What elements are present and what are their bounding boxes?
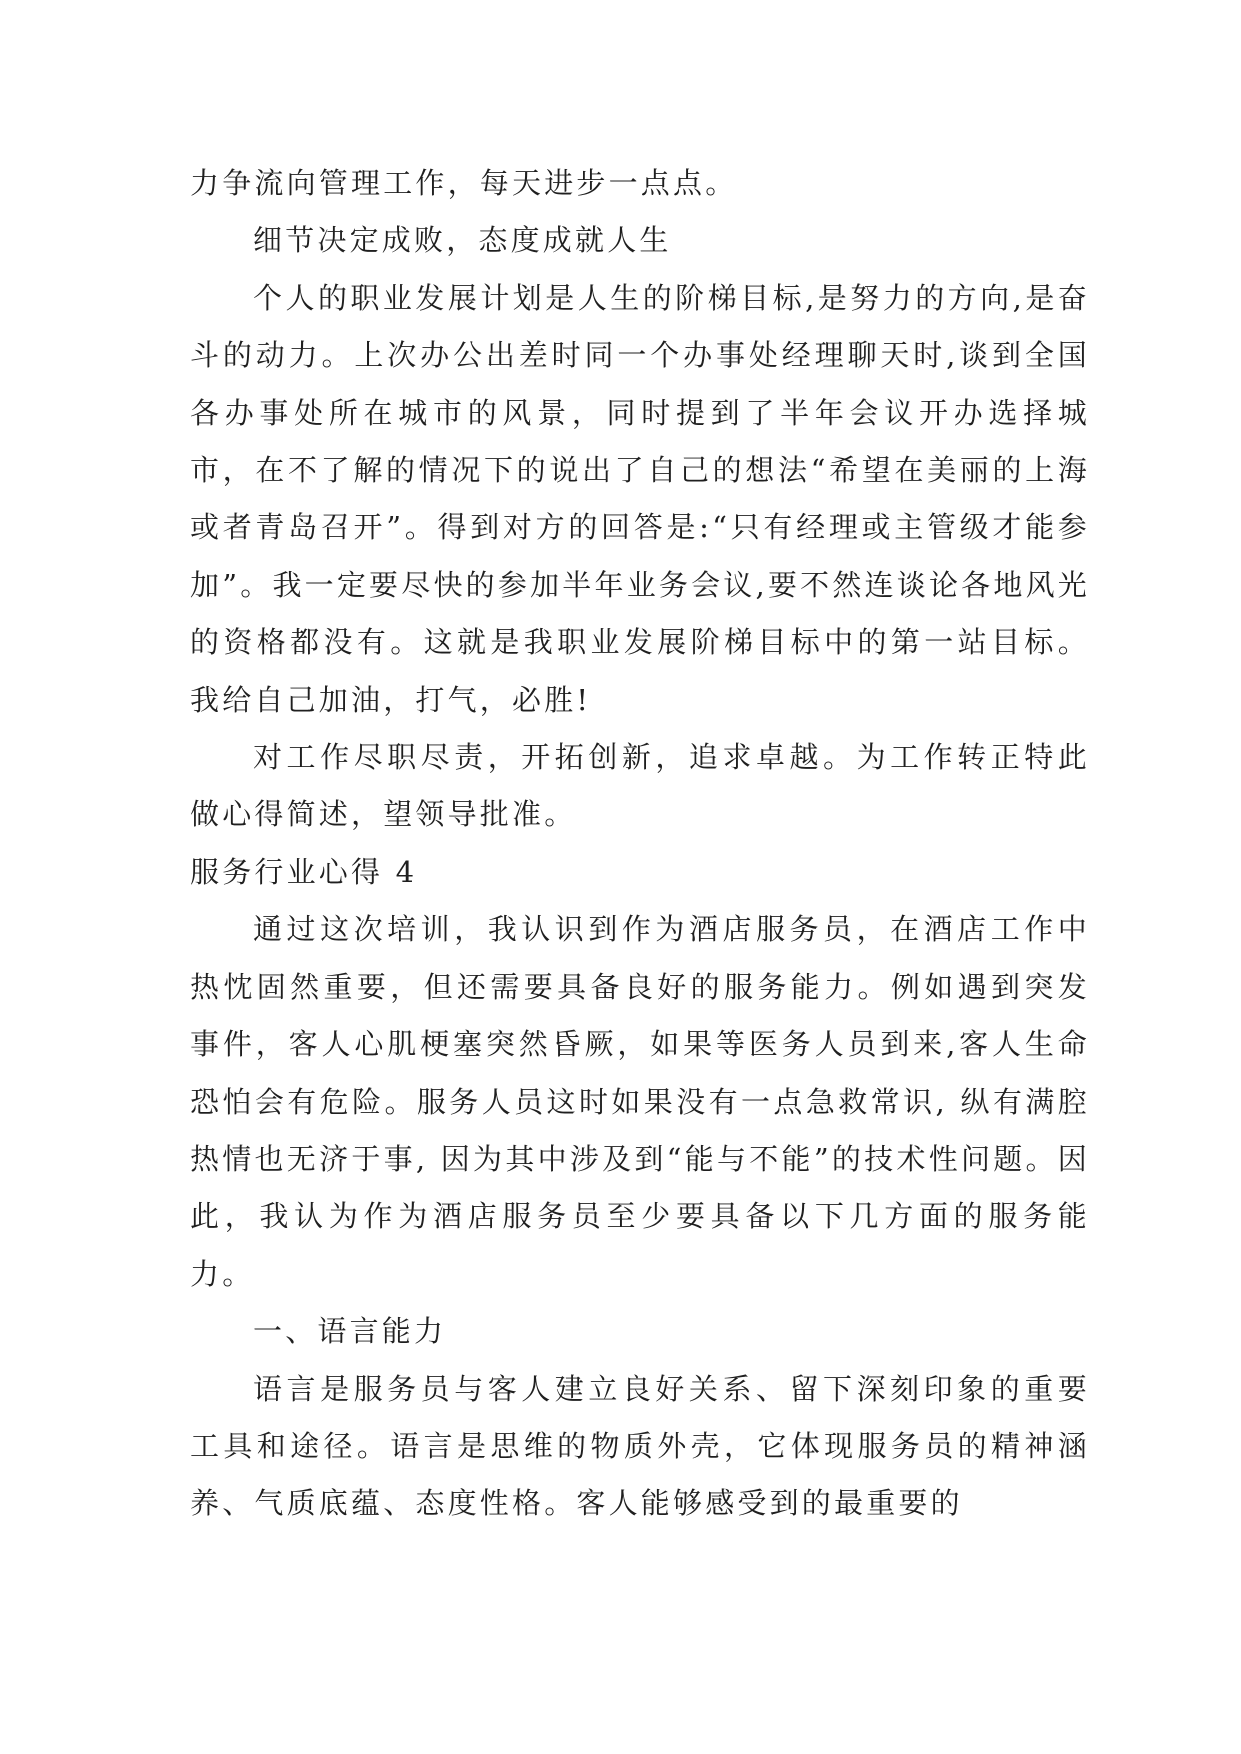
subheading-language-ability: 一、语言能力 (253, 1314, 447, 1349)
paragraph-2: 细节决定成败，态度成就人生 (253, 223, 672, 258)
document-body (190, 155, 1090, 1533)
paragraph-1: 力争流向管理工作，每天进步一点点。 (190, 166, 738, 200)
section-heading: 服务行业心得 4 (190, 854, 418, 889)
paragraph-5: 通过这次培训，我认识到作为酒店服务员，在酒店工作中热忱固然重要，但还需要具备良好的服务能力。例如遇到突发事件，客人心肌梗塞突然昏厥，如果等医务人员到来,客人生命恐怕会有危险。服务人员这时如果没有一点急救常识, 纵有满腔热情也无济于事, 因为其中涉及到“能与不能”的技术性问题。因此，我认为作为酒店服务员至少要具备以下几方面的服务能力。 (190, 912, 1090, 1291)
paragraph-3: 个人的职业发展计划是人生的阶梯目标,是努力的方向,是奋斗的动力。上次办公出差时同一个办事处经理聊天时,谈到全国各办事处所在城市的风景，同时提到了半年会议开办选择城市，在不了解的情况下的说出了自己的想法“希望在美丽的上海或者青岛召开”。得到对方的回答是:“只有经理或主管级才能参加”。我一定要尽快的参加半年业务会议,要不然连谈论各地风光的资格都没有。这就是我职业发展阶梯目标中的第一站目标。我给自己加油，打气，必胜! (190, 280, 1090, 717)
paragraph-4: 对工作尽职尽责，开拓创新，追求卓越。为工作转正特此做心得简述，望领导批准。 (190, 740, 1090, 832)
paragraph-6: 语言是服务员与客人建立良好关系、留下深刻印象的重要工具和途径。语言是思维的物质外壳，它体现服务员的精神涵养、气质底蕴、态度性格。客人能够感受到的最重要的 (190, 1371, 1090, 1521)
